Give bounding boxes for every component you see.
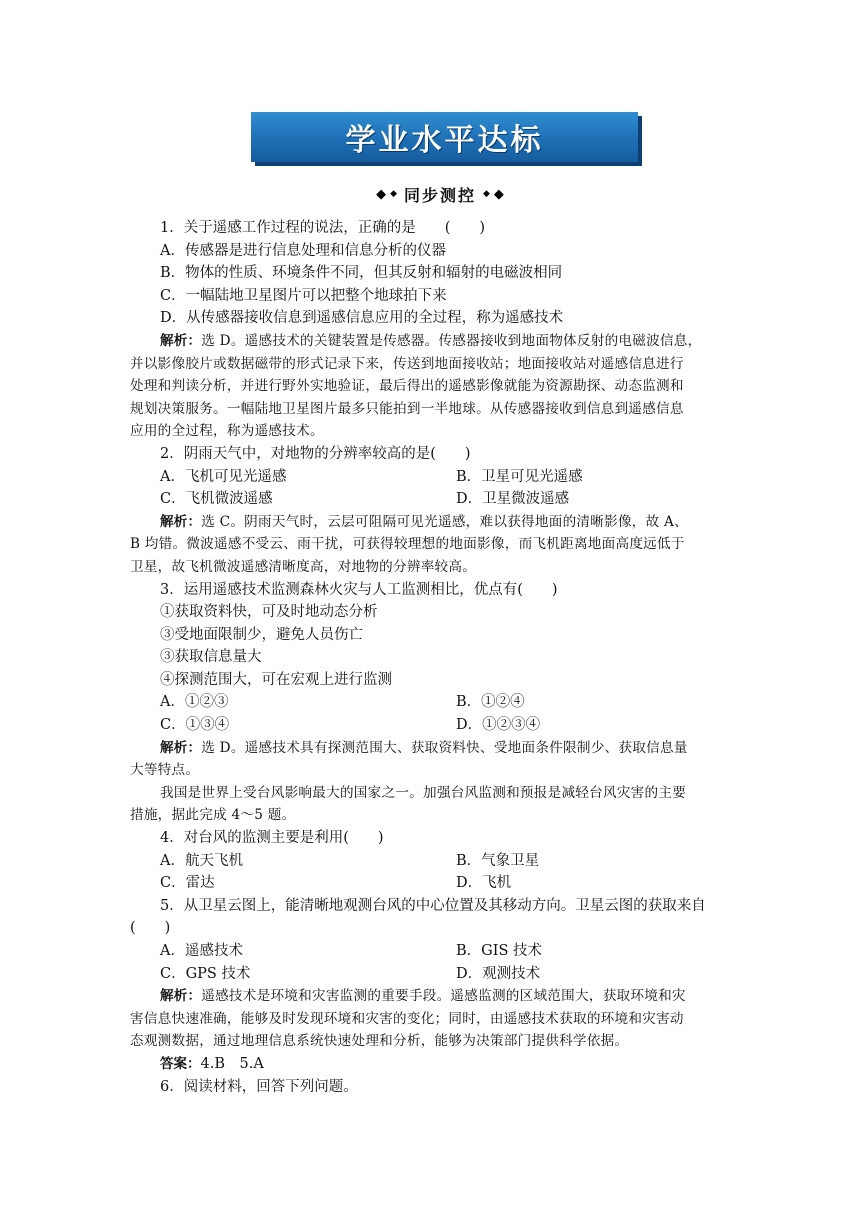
option: B．卫星可见光遥感 <box>456 468 583 485</box>
option: B．物体的性质、环境条件不同，但其反射和辐射的电磁波相同 <box>160 265 563 282</box>
option: B．GIS 技术 <box>456 943 543 959</box>
explanation-label: 解析： <box>160 332 202 349</box>
question-4-stem: 4．对台风的监测主要是利用( ) <box>160 830 384 847</box>
option-row <box>130 940 730 963</box>
sub-heading <box>340 183 540 205</box>
explanation-line: 应用的全过程，称为遥感技术。 <box>130 423 324 440</box>
option: C．雷达 <box>160 875 215 892</box>
option: B．气象卫星 <box>456 852 540 869</box>
option-row <box>130 872 730 895</box>
diamond-icon: ◆ <box>390 189 397 199</box>
option: C．①③④ <box>160 717 230 734</box>
question-6-stem: 6．阅读材料，回答下列问题。 <box>160 1078 358 1095</box>
material-intro: 我国是世界上受台风影响最大的国家之一。加强台风监测和预报是减轻台风灾害的主要 <box>160 784 687 801</box>
answer-line <box>130 1053 730 1076</box>
banner-title: 学业水平达标 <box>345 123 544 158</box>
statement: ③获取信息量大 <box>160 649 262 666</box>
question-1-stem: 1．关于遥感工作过程的说法，正确的是 ( ) <box>160 220 486 236</box>
option-row <box>130 714 730 737</box>
diamond-icon: ◆ <box>493 186 504 202</box>
option: D．卫星微波遥感 <box>456 491 570 508</box>
explanation-line: 态观测数据，通过地理信息系统快速处理和分析，能够为决策部门提供科学依据。 <box>130 1033 629 1050</box>
answer-text: 4.B 5.A <box>200 1055 264 1072</box>
option-row <box>130 963 730 986</box>
explanation-line: 卫星，故飞机微波遥感清晰度高，对地物的分辨率较高。 <box>130 558 477 575</box>
option: A．①②③ <box>160 694 229 711</box>
explanation-label: 解析： <box>160 988 202 1005</box>
question-5-stem: 5．从卫星云图上，能清晰地观测台风的中心位置及其移动方向。卫星云图的获取来自 <box>160 897 706 914</box>
sub-heading-title: 同步测控 <box>403 185 476 205</box>
explanation-line: B 均错。微波遥感不受云、雨干扰，可获得较理想的地面影像，而飞机距离地面高度远低于 <box>130 536 685 553</box>
option-row <box>130 488 730 511</box>
option-row <box>130 466 730 489</box>
option-row <box>130 850 730 873</box>
explanation-line: 大等特点。 <box>130 762 200 779</box>
question-5-stem: ( ) <box>130 920 171 937</box>
diamond-icon: ◆ <box>483 189 490 199</box>
question-3-stem: 3．运用遥感技术监测森林火灾与人工监测相比，优点有( ) <box>160 581 558 598</box>
option-row <box>130 691 730 714</box>
explanation-text: 选 D。遥感技术的关键装置是传感器。传感器接收到地面物体反射的电磁波信息， <box>201 332 702 349</box>
option: D．飞机 <box>456 875 512 892</box>
explanation-text: 遥感技术是环境和灾害监测的重要手段。遥感监测的区域范围大，获取环境和灾 <box>201 988 686 1005</box>
option: D．从传感器接收信息到遥感信息应用的全过程，称为遥感技术 <box>160 310 564 327</box>
explanation-line <box>130 737 730 760</box>
explanation-line: 并以影像胶片或数据磁带的形式记录下来，传送到地面接收站；地面接收站对遥感信息进行 <box>130 355 684 372</box>
option: C．飞机微波遥感 <box>160 491 273 508</box>
explanation-line <box>130 985 730 1008</box>
statement: ①获取资料快，可及时地动态分析 <box>160 604 378 621</box>
explanation-label: 解析： <box>160 739 202 756</box>
explanation-line <box>130 511 730 534</box>
answer-label: 答案： <box>160 1055 201 1072</box>
explanation-line: 害信息快速准确，能够及时发现环境和灾害的变化；同时，由遥感技术获取的环境和灾害动 <box>130 1010 684 1027</box>
statement: ③受地面限制少，避免人员伤亡 <box>160 626 363 643</box>
option: C．GPS 技术 <box>160 965 251 982</box>
option: D．①②③④ <box>456 717 541 734</box>
explanation-line: 处理和判读分析，并进行野外实地验证，最后得出的遥感影像就能为资源勘探、动态监测和 <box>130 378 684 395</box>
diamond-icon: ◆ <box>376 186 387 202</box>
explanation-line <box>130 330 730 353</box>
explanation-text: 选 C。阴雨天气时，云层可阻隔可见光遥感，难以获得地面的清晰影像，故 A、 <box>201 513 688 530</box>
question-2-stem: 2．阴雨天气中，对地物的分辨率较高的是( ) <box>160 445 471 462</box>
option: A．航天飞机 <box>160 852 243 869</box>
explanation-text: 选 D。遥感技术具有探测范围大、获取资料快、受地面条件限制少、获取信息量 <box>201 739 688 756</box>
option: B．①②④ <box>456 694 525 711</box>
option: A．传感器是进行信息处理和信息分析的仪器 <box>160 242 446 259</box>
option: A．遥感技术 <box>160 943 243 959</box>
option: D．观测技术 <box>456 965 541 982</box>
material-intro: 措施，据此完成 4～5 题。 <box>130 807 296 824</box>
explanation-label: 解析： <box>160 513 202 530</box>
explanation-line: 规划决策服务。一幅陆地卫星图片最多只能拍到一半地球。从传感器接收到信息到遥感信息 <box>130 400 684 417</box>
option: A．飞机可见光遥感 <box>160 468 287 485</box>
section-banner <box>251 112 638 162</box>
option: C．一幅陆地卫星图片可以把整个地球拍下来 <box>160 287 447 304</box>
question-content <box>130 217 730 1098</box>
statement: ④探测范围大，可在宏观上进行监测 <box>160 671 392 688</box>
